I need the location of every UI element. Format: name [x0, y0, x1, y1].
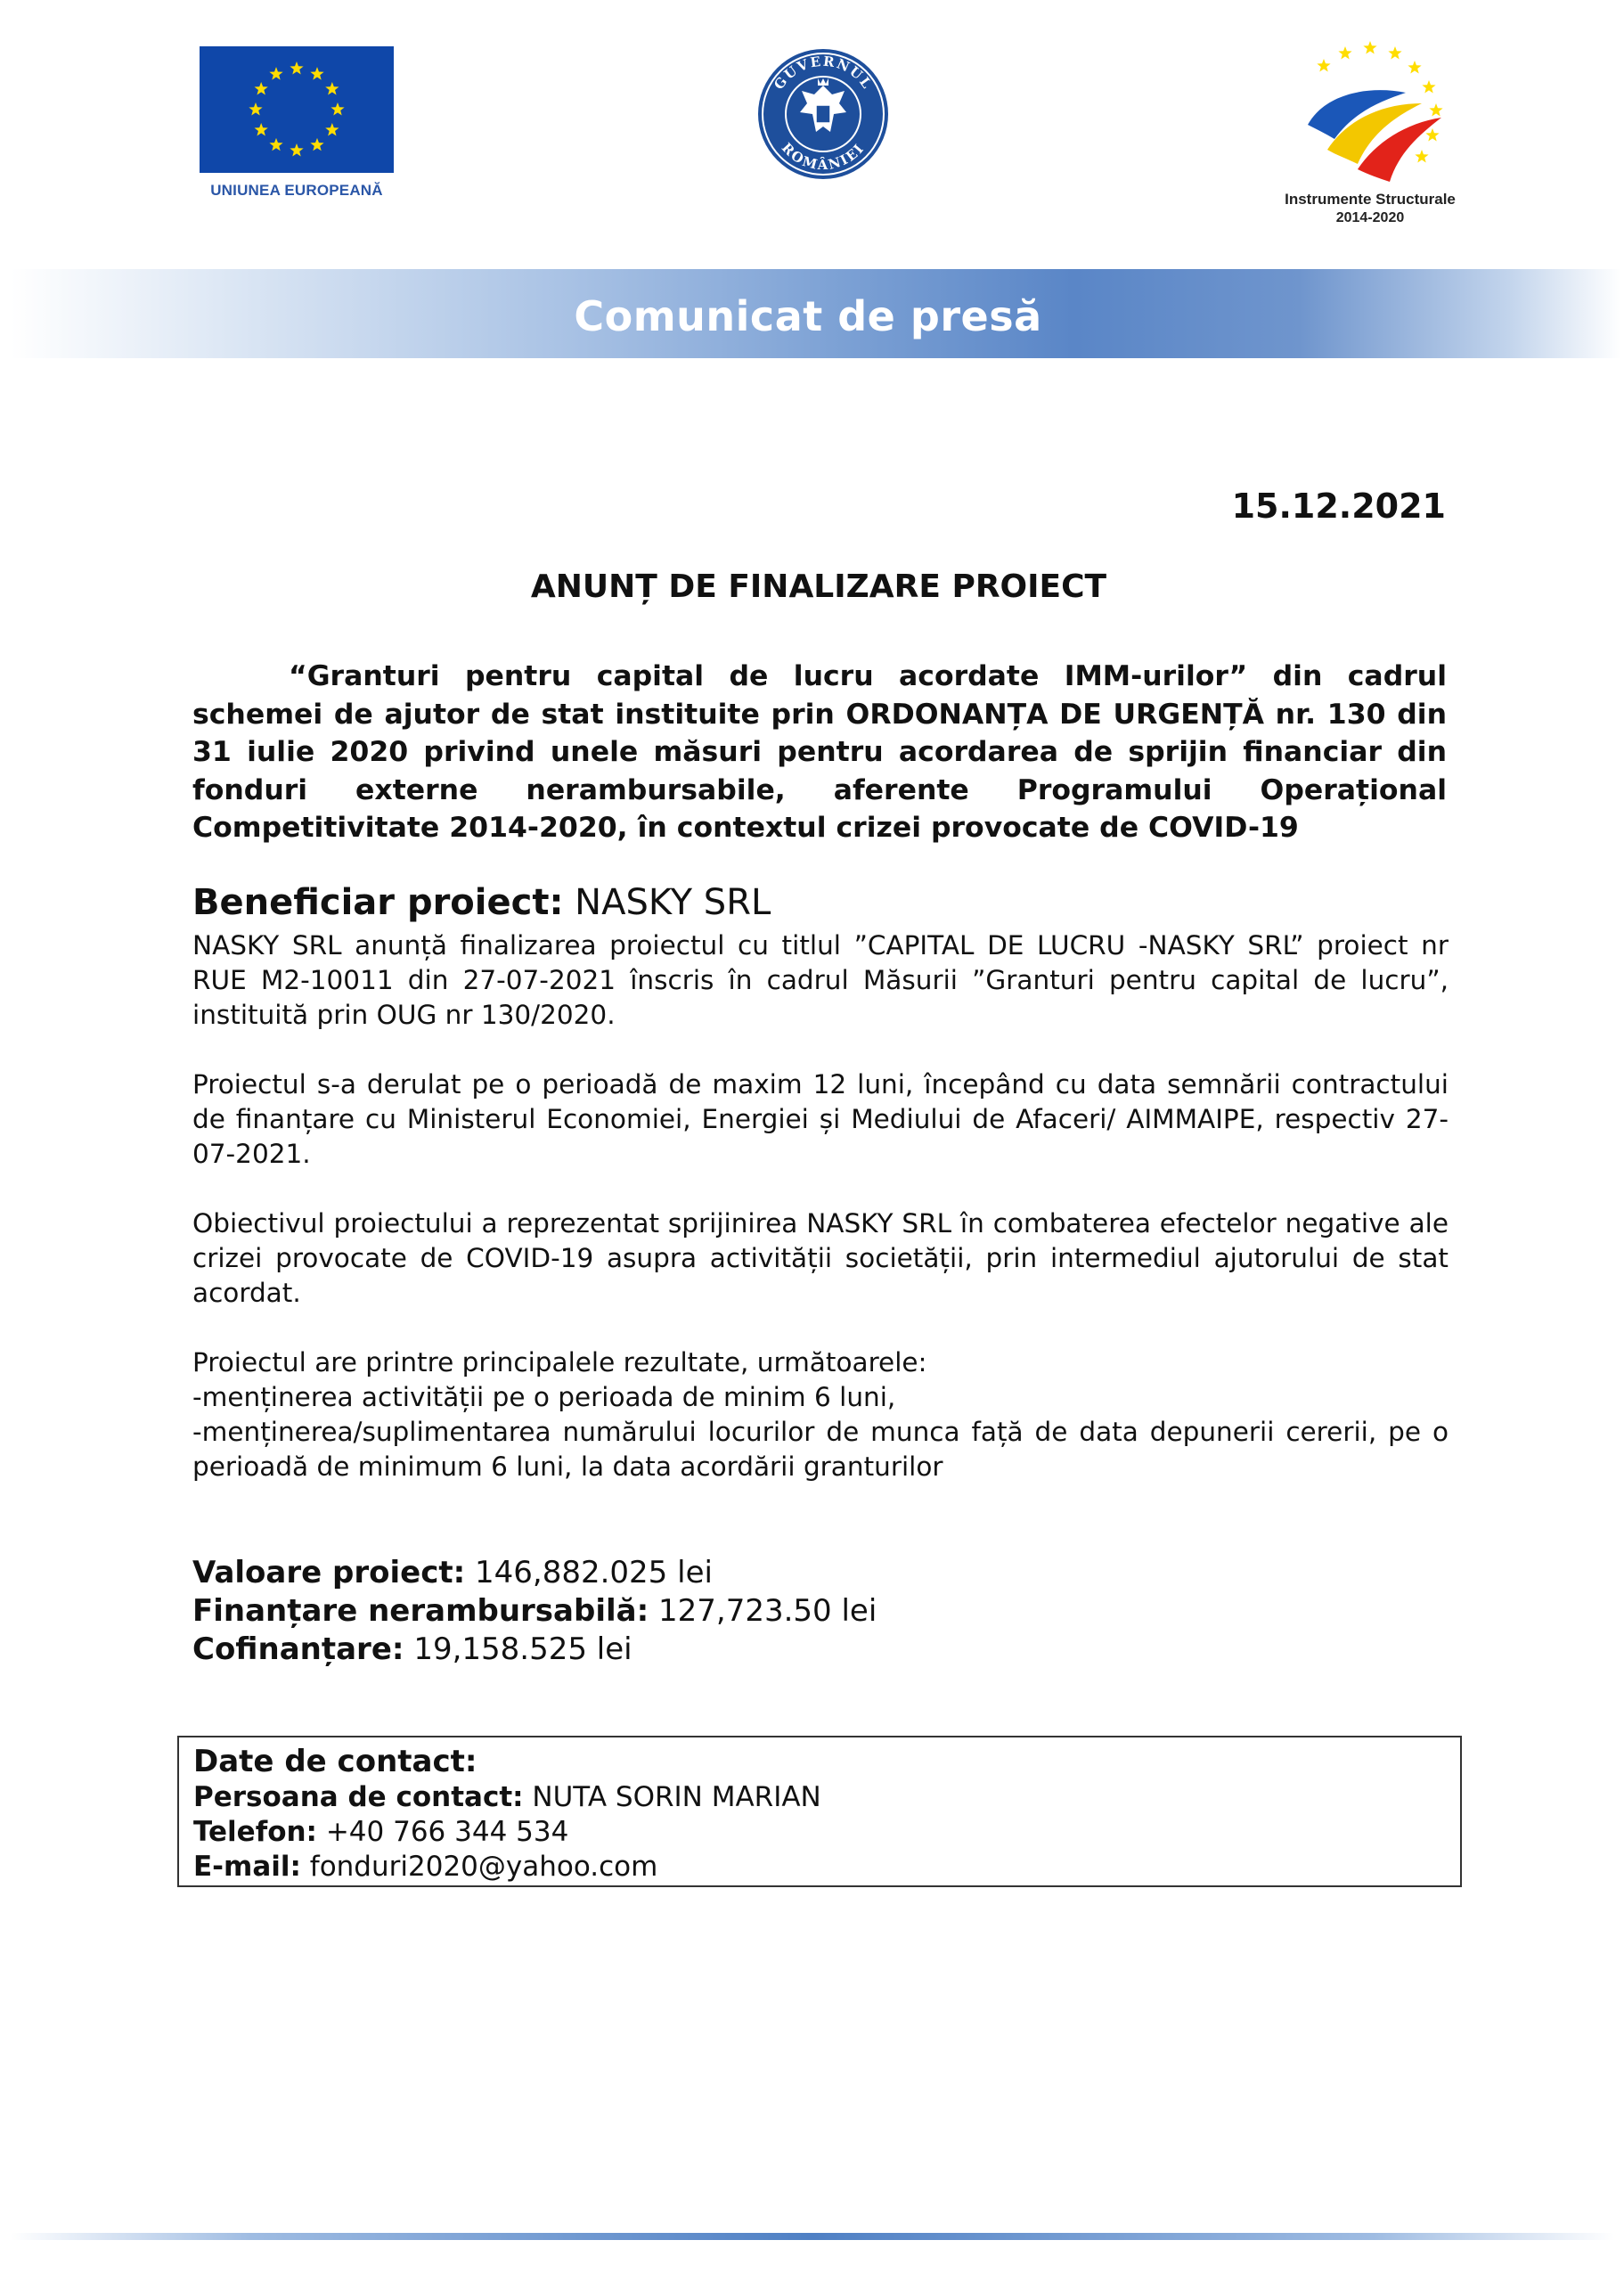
contact-person-value: NUTA SORIN MARIAN [532, 1781, 821, 1813]
contact-person-row [193, 1780, 1460, 1815]
eu-star-icon [269, 138, 282, 151]
is-star-icon [1363, 41, 1376, 53]
eu-star-icon [290, 143, 303, 156]
structural-instruments-icon [1272, 39, 1468, 191]
eu-star-icon [255, 82, 268, 94]
is-star-icon [1422, 80, 1435, 93]
gov-ring-bottom-text: ROMÂNIEI [778, 139, 869, 174]
contact-phone-label: Telefon: [193, 1816, 317, 1848]
project-values [192, 1554, 877, 1669]
structural-instruments-logo [1272, 39, 1468, 235]
contact-phone-row [193, 1815, 1460, 1850]
eu-star-icon [325, 123, 339, 135]
beneficiary [192, 882, 771, 923]
project-value-amount: 146,882.025 lei [475, 1555, 713, 1590]
contact-box [177, 1736, 1462, 1887]
contact-email-value[interactable]: fonduri2020@yahoo.com [309, 1851, 658, 1883]
grant-value-amount: 127,723.50 lei [658, 1593, 877, 1629]
document-date: 15.12.2021 [1231, 486, 1446, 526]
contact-heading: Date de contact: [193, 1744, 477, 1779]
paragraph-objective: Obiectivul proiectului a reprezentat sprijinirea NASKY SRL în combaterea efectelor negative ale crizei provocate de COVID-19 asupra activității societății, prin intermediul ajutorului de stat acordat. [192, 1208, 1449, 1308]
is-star-icon [1425, 128, 1439, 141]
beneficiary-label: Beneficiar proiect: [192, 882, 564, 923]
cofinancing-amount: 19,158.525 lei [413, 1631, 632, 1667]
banner-title: Comunicat de presă [574, 292, 1042, 340]
contact-phone-value: +40 766 344 534 [325, 1816, 569, 1848]
intro-text: “Granturi pentru capital de lucru acordate IMM-urilor” din cadrul schemei de ajutor de stat instituite prin ORDONANȚA DE URGENȚĂ nr. 130 din 31 iulie 2020 privind unele măsuri pentru acordarea de sprijin financiar din fonduri externe nerambursabile, aferente Programului Operațional Competitivitate 2014-2020, în contextul crizei provocate de COVID-19 [192, 660, 1447, 844]
project-value-label: Valoare proiect: [192, 1555, 466, 1590]
gov-ring-top-text: GUVERNUL [771, 53, 876, 93]
paragraph-completion: NASKY SRL anunță finalizarea proiectul cu titlul ”CAPITAL DE LUCRU -NASKY SRL” proiect nr RUE M2-10011 din 27-07-2021 înscris în cadrul Măsurii ”Granturi pentru capital de lucru”, instituită prin OUG nr 130/2020. [192, 930, 1449, 1030]
government-logo [755, 46, 891, 182]
structural-instruments-period: 2014-2020 [1335, 210, 1405, 225]
cofinancing-row [192, 1631, 877, 1669]
eu-stars-icon [200, 46, 394, 173]
eu-star-icon [269, 67, 282, 79]
government-seal-icon [755, 46, 891, 182]
is-star-icon [1317, 59, 1330, 71]
eu-star-icon [249, 102, 262, 115]
contact-email-label: E-mail: [193, 1851, 301, 1883]
beneficiary-value: NASKY SRL [575, 882, 771, 923]
project-value-row [192, 1554, 877, 1592]
press-release-banner [11, 269, 1621, 358]
results-item-1: -menținerea activității pe o perioada de minim 6 luni, [192, 1382, 896, 1412]
paragraph-results [192, 1345, 1449, 1484]
eu-star-icon [255, 123, 268, 135]
results-item-2: -menținerea/suplimentarea numărului locurilor de munca față de data depunerii cererii, pe o perioadă de minimum 6 luni, la data acordării granturilor [192, 1417, 1449, 1482]
is-star-icon [1429, 103, 1442, 116]
is-star-icon [1338, 46, 1351, 59]
paragraph-duration: Proiectul s-a derulat pe o perioadă de maxim 12 luni, începând cu data semnării contractului de finanțare cu Ministerul Economiei, Energiei și Mediului de Afaceri/ AIMMAIPE, respectiv 27-07-2021. [192, 1069, 1449, 1169]
footer-divider [11, 2233, 1614, 2240]
eu-star-icon [325, 82, 339, 94]
eu-star-icon [331, 102, 344, 115]
eu-star-icon [290, 61, 303, 74]
eu-label: UNIUNEA EUROPEANĂ [210, 182, 383, 199]
intro-paragraph [192, 658, 1447, 847]
is-star-icon [1408, 61, 1421, 73]
eu-logo [200, 46, 394, 207]
is-star-icon [1415, 150, 1428, 162]
structural-instruments-label: Instrumente Structurale [1285, 191, 1456, 208]
grant-value-row [192, 1592, 877, 1631]
eu-star-icon [310, 67, 323, 79]
eu-star-icon [310, 138, 323, 151]
contact-person-label: Persoana de contact: [193, 1781, 524, 1813]
contact-email-row [193, 1850, 1460, 1884]
announcement-title: ANUNȚ DE FINALIZARE PROIECT [530, 568, 1107, 605]
is-star-icon [1388, 46, 1401, 59]
grant-value-label: Finanțare nerambursabilă: [192, 1593, 649, 1629]
eu-flag [200, 46, 394, 173]
cofinancing-label: Cofinanțare: [192, 1631, 404, 1667]
results-intro: Proiectul are printre principalele rezultate, următoarele: [192, 1347, 927, 1378]
